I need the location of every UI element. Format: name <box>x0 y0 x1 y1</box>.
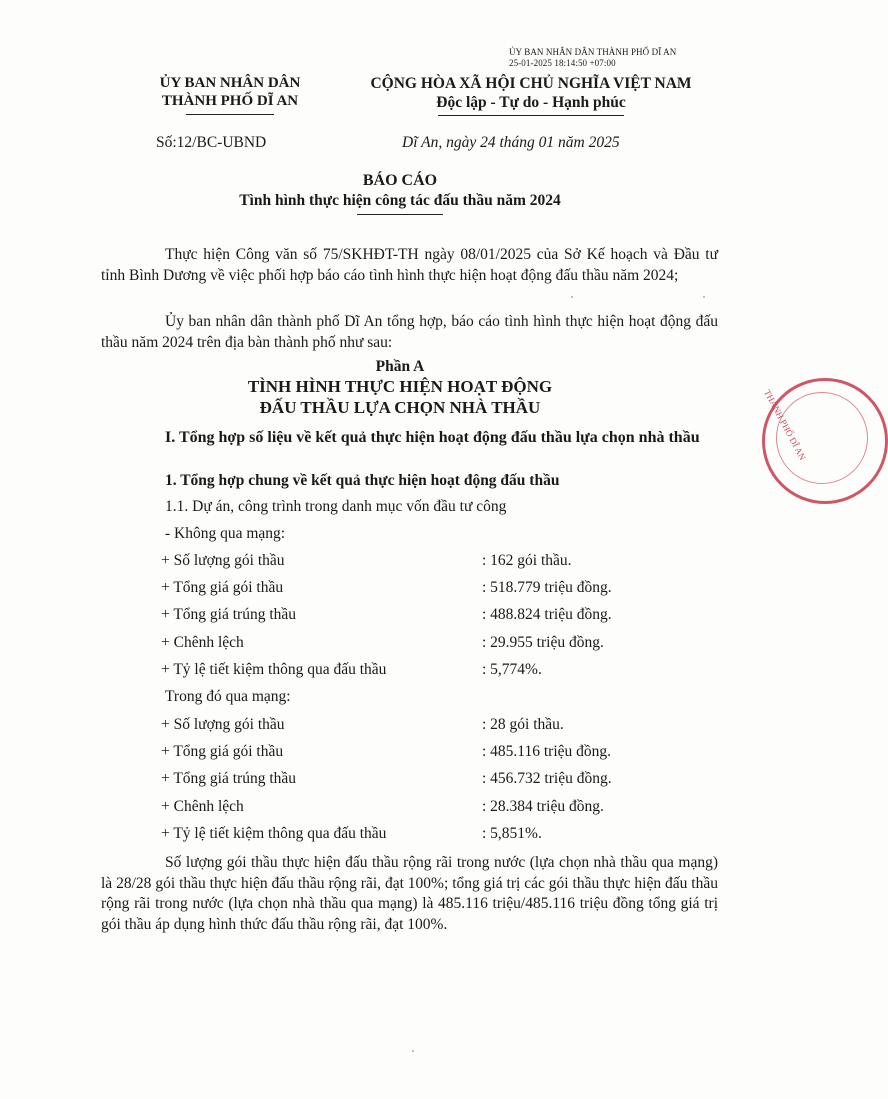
digital-stamp-timestamp: 25-01-2025 18:14:50 +07:00 <box>509 58 616 68</box>
scan-speck <box>571 296 573 298</box>
offline-row-value: : 29.955 triệu đồng. <box>482 634 604 651</box>
online-row-label: + Tỷ lệ tiết kiệm thông qua đấu thầu <box>161 825 387 842</box>
offline-row <box>161 606 681 628</box>
offline-label: - Không qua mạng: <box>165 525 286 542</box>
online-row <box>161 716 681 738</box>
offline-row <box>161 661 681 683</box>
online-row-value: : 485.116 triệu đồng. <box>482 743 612 760</box>
offline-row-label: + Số lượng gói thầu <box>161 552 285 569</box>
report-subtitle: Tình hình thực hiện công tác đấu thầu năm 2024 <box>239 192 561 209</box>
online-row-value: : 456.732 triệu đồng. <box>482 770 612 787</box>
offline-row-value: : 162 gói thầu. <box>482 552 572 569</box>
country-name: CỘNG HÒA XÃ HỘI CHỦ NGHĨA VIỆT NAM <box>370 75 692 92</box>
document-number: Số:12/BC-UBND <box>156 134 267 151</box>
online-row <box>161 770 681 792</box>
report-title: BÁO CÁO <box>362 172 438 189</box>
online-row-value: : 28 gói thầu. <box>482 716 564 733</box>
online-row-value: : 28.384 triệu đồng. <box>482 798 604 815</box>
place-and-date: Dĩ An, ngày 24 tháng 01 năm 2025 <box>402 134 620 151</box>
offline-row-label: + Tổng giá trúng thầu <box>161 606 297 623</box>
offline-row-value: : 5,774%. <box>482 661 542 678</box>
agency-underline <box>186 114 274 115</box>
summary-paragraph: Số lượng gói thầu thực hiện đấu thầu rộng rãi trong nước (lựa chọn nhà thầu qua mạng) là 28/28 gói thầu thực hiện đấu thầu rộng rãi, đạt 100%; tổng giá trị các gói thầu thực hiện đấu thầu rộng rãi trong nước (lựa chọn nhà thầu qua mạng) là 485.116 triệu/485.116 triệu đồng tổng giá trị gói thầu áp dụng hình thức đấu thầu rộng rãi, đạt 100%. <box>101 854 718 933</box>
motto-underline <box>438 115 624 116</box>
scan-speck <box>703 296 705 298</box>
online-row-value: : 5,851%. <box>482 825 542 842</box>
official-seal-text: THÀNH PHỐ DĨ AN <box>762 388 808 462</box>
offline-row-label: + Tổng giá gói thầu <box>161 579 284 596</box>
part-a-title-line2: ĐẤU THẦU LỰA CHỌN NHÀ THẦU <box>259 398 541 417</box>
national-motto: Độc lập - Tự do - Hạnh phúc <box>436 94 626 111</box>
title-underline <box>357 214 443 215</box>
offline-row-value: : 488.824 triệu đồng. <box>482 606 612 623</box>
online-label: Trong đó qua mạng: <box>165 688 291 705</box>
offline-row-label: + Tỷ lệ tiết kiệm thông qua đấu thầu <box>161 661 387 678</box>
agency-name-line1: ỦY BAN NHÂN DÂN <box>159 75 301 91</box>
section-1-subheading: 1. Tổng hợp chung về kết quả thực hiện hoạt động đấu thầu <box>165 472 560 489</box>
online-row-label: + Số lượng gói thầu <box>161 716 285 733</box>
offline-row <box>161 579 681 601</box>
agency-name-line2: THÀNH PHỐ DĨ AN <box>161 93 299 109</box>
item-1-1: 1.1. Dự án, công trình trong danh mục vốn đầu tư công <box>165 498 507 515</box>
section-1-heading: I. Tổng hợp số liệu về kết quả thực hiện hoạt động đấu thầu lựa chọn nhà thầu <box>165 429 700 446</box>
offline-row-value: : 518.779 triệu đồng. <box>482 579 612 596</box>
offline-row-label: + Chênh lệch <box>161 634 244 651</box>
online-row-label: + Tổng giá trúng thầu <box>161 770 297 787</box>
online-row-label: + Chênh lệch <box>161 798 244 815</box>
digital-stamp-agency: ỦY BAN NHÂN DÂN THÀNH PHỐ DĨ AN <box>509 47 677 57</box>
offline-row <box>161 634 681 656</box>
online-row <box>161 798 681 820</box>
intro-paragraph-1: Thực hiện Công văn số 75/SKHĐT-TH ngày 08/01/2025 của Sở Kế hoạch và Đầu tư tỉnh Bình Dương về việc phối hợp báo cáo tình hình thực hiện hoạt động đấu thầu năm 2024; <box>101 246 718 284</box>
part-a-label: Phần A <box>375 358 425 375</box>
offline-row <box>161 552 681 574</box>
part-a-title-line1: TÌNH HÌNH THỰC HIỆN HOẠT ĐỘNG <box>247 377 553 396</box>
online-row <box>161 825 681 847</box>
online-row-label: + Tổng giá gói thầu <box>161 743 284 760</box>
scan-speck <box>412 1050 414 1052</box>
intro-paragraph-2: Ủy ban nhân dân thành phố Dĩ An tổng hợp, báo cáo tình hình thực hiện hoạt động đấu thầu năm 2024 trên địa bàn thành phố như sau: <box>101 313 718 351</box>
online-row <box>161 743 681 765</box>
